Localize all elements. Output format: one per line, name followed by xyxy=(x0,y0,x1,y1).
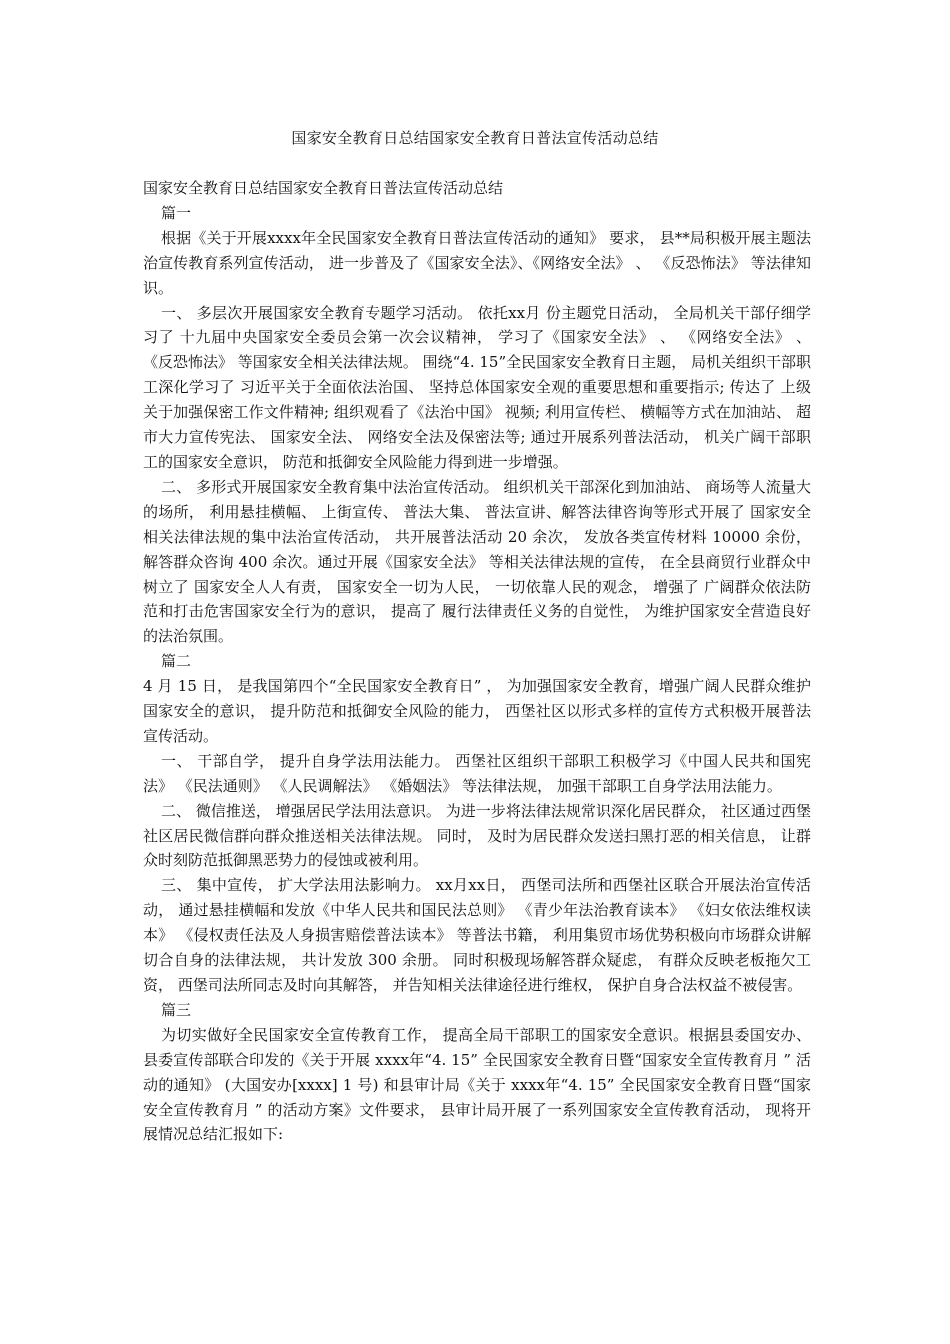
paragraph: 4 月 15 日， 是我国第四个“全民国家安全教育日” ， 为加强国家安全教育，增强广阔人民群众维护国家安全的意识， 提升防范和抵御安全风险的能力， 西堡社区以形式多样的宣传方式积极开展普法宣传活动。 xyxy=(143,677,811,745)
paragraph: 二、 微信推送， 增强居民学法用法意识。 为进一步将法律法规常识深化居民群众， 社区通过西堡社区居民微信群向群众推送相关法律法规。 同时， 及时为居民群众发送扫黑打恶的相关信息， 让群众时刻防范抵御黑恶势力的侵蚀或被利用。 xyxy=(143,801,811,870)
subtitle-paragraph: 国家安全教育日总结国家安全教育日普法宣传活动总结 xyxy=(143,179,504,197)
document-title: 国家安全教育日总结国家安全教育日普法宣传活动总结 xyxy=(291,129,659,147)
paragraph: 三、 集中宣传， 扩大学法用法影响力。 xx月xx日， 西堡司法所和西堡社区联合开展法治宣传活动， 通过悬挂横幅和发放《中华人民共和国民法总则》 《青少年法治教育读本》 《妇女依法维权读本》 《侵权责任法及人身损害赔偿普法读本》 等普法书籍， 利用集贸市场优势积极向市场群众讲解切合自身的法律法规， 共计发放 300 余册。 同时积极现场解答群众疑虑， 有群众反映老板拖欠工资， 西堡司法所同志及时向其解答， 并告知相关法律途径进行维权， 保护自身合法权益不被侵害。 xyxy=(143,876,811,994)
paragraph: 二、 多形式开展国家安全教育集中法治宣传活动。 组织机关干部深化到加油站、 商场等人流量大的场所， 利用悬挂横幅、 上街宣传、 普法大集、 普法宣讲、解答法律咨询等形式开展了 国家安全相关法律法规的集中法治宣传活动， 共开展普法活动 20 余次， 发放各类宣传材料 10000 余份， 解答群众咨询 400 余次。通过开展《国家安全法》 等相关法律法规的宣传， 在全县商贸行业群众中树立了 国家安全人人有责， 国家安全一切为人民， 一切依靠人民的观念， 增强了 广阔群众依法防范和打击危害国家安全行为的意识， 提高了 履行法律责任义务的自觉性， 为维护国家安全营造良好的法治氛围。 xyxy=(143,477,811,646)
section-heading-1: 篇一 xyxy=(161,203,192,222)
paragraph: 一、 干部自学， 提升自身学法用法能力。 西堡社区组织干部职工积极学习《中国人民共和国宪法》 《民法通则》 《人民调解法》 《婚姻法》 等法律法规， 加强干部职工自身学法用法能力。 xyxy=(143,751,811,795)
document-body xyxy=(143,176,811,1147)
paragraph: 根据《关于开展xxxx年全民国家安全教育日普法宣传活动的通知》 要求， 县**局积极开展主题法治宣传教育系列宣传活动， 进一步普及了《国家安全法》、《网络安全法》 、 《反恐怖法》 等法律知识。 xyxy=(143,228,811,297)
paragraph: 为切实做好全民国家安全宣传教育工作， 提高全局干部职工的国家安全意识。根据县委国安办、 县委宣传部联合印发的《关于开展 xxxx年“4. 15” 全民国家安全教育日暨“国家安全宣传教育月 ” 活动的通知》 (大国安办[xxxx] 1 号) 和县审计局《关于 xxxx年“4. 15” 全民国家安全教育日暨“国家安全宣传教育月 ” 的活动方案》文件要求， 县审计局开展了一系列国家安全宣传教育活动， 现将开展情况总结汇报如下: xyxy=(143,1025,811,1144)
section-heading-3: 篇三 xyxy=(161,1000,192,1019)
paragraph: 一、 多层次开展国家安全教育专题学习活动。 依托xx月 份主题党日活动， 全局机关干部仔细学习了 十九届中央国家安全委员会第一次会议精神， 学习了《国家安全法》 、 《网络安全法》 、 《反恐怖法》 等国家安全相关法律法规。 围绕“4. 15”全民国家安全教育日主题， 局机关组织干部职工深化学习了 习近平关于全面依法治国、 坚持总体国家安全观的重要思想和重要指示; 传达了 上级关于加强保密工作文件精神; 组织观看了《法治中国》 视频; 利用宣传栏、 横幅等方式在加油站、 超市大力宣传宪法、 国家安全法、 网络安全法及保密法等; 通过开展系列普法活动， 机关广阔干部职工的国家安全意识， 防范和抵御安全风险能力得到进一步增强。 xyxy=(143,303,811,471)
section-heading-2: 篇二 xyxy=(161,652,192,671)
